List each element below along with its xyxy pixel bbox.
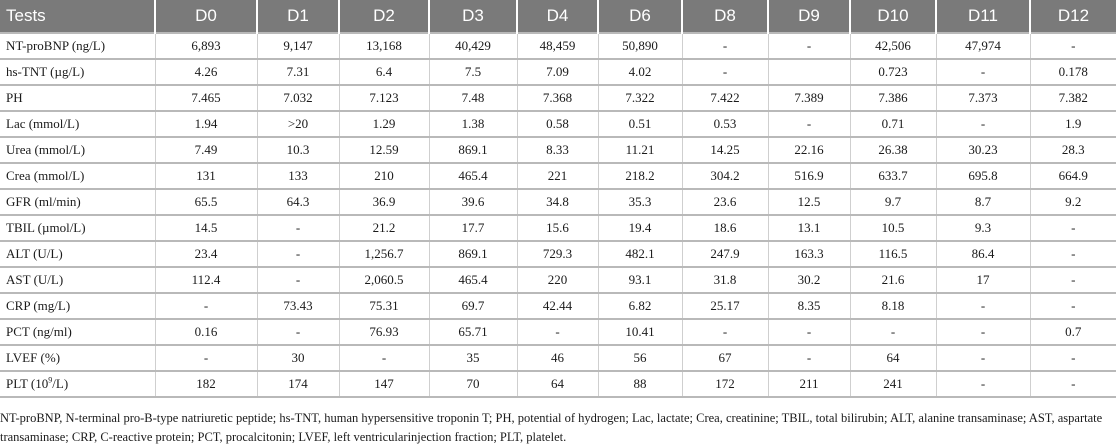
table-cell: 19.4 <box>598 215 682 241</box>
table-cell: 14.5 <box>155 215 257 241</box>
header-d3: D3 <box>429 0 517 33</box>
table-cell: 21.2 <box>339 215 429 241</box>
table-cell: 46 <box>517 345 598 371</box>
table-cell: 30.23 <box>936 137 1030 163</box>
table-cell: 64 <box>850 345 936 371</box>
table-cell: - <box>768 111 850 137</box>
header-d8: D8 <box>682 0 768 33</box>
header-d4: D4 <box>517 0 598 33</box>
table-row <box>0 267 1116 293</box>
table-cell: 218.2 <box>598 163 682 189</box>
table-cell: 247.9 <box>682 241 768 267</box>
table-cell: 64.3 <box>257 189 339 215</box>
table-cell: 116.5 <box>850 241 936 267</box>
table-cell: 172 <box>682 371 768 397</box>
table-cell: 65.5 <box>155 189 257 215</box>
table-cell: 64 <box>517 371 598 397</box>
table-cell: 7.09 <box>517 59 598 85</box>
table-cell: 13.1 <box>768 215 850 241</box>
table-cell: 211 <box>768 371 850 397</box>
table-cell: 1.9 <box>1030 111 1116 137</box>
header-d12: D12 <box>1030 0 1116 33</box>
table-cell: 0.7 <box>1030 319 1116 345</box>
table-row <box>0 371 1116 397</box>
header-row <box>0 0 1116 33</box>
table-cell: 12.5 <box>768 189 850 215</box>
table-cell: - <box>936 371 1030 397</box>
table-cell: 7.373 <box>936 85 1030 111</box>
table-cell: 25.17 <box>682 293 768 319</box>
table-cell: - <box>850 319 936 345</box>
row-label: GFR (ml/min) <box>0 189 155 215</box>
table-cell: 0.71 <box>850 111 936 137</box>
table-cell: 664.9 <box>1030 163 1116 189</box>
row-label-suffix: /L) <box>52 376 69 391</box>
table-cell: - <box>682 59 768 85</box>
table-cell: - <box>768 319 850 345</box>
table-cell: 70 <box>429 371 517 397</box>
table-row <box>0 59 1116 85</box>
table-cell: - <box>1030 33 1116 59</box>
table-row <box>0 33 1116 59</box>
table-cell: 112.4 <box>155 267 257 293</box>
table-cell: 11.21 <box>598 137 682 163</box>
table-cell: 0.53 <box>682 111 768 137</box>
table-cell: 2,060.5 <box>339 267 429 293</box>
row-label: PCT (ng/ml) <box>0 319 155 345</box>
row-label <box>0 371 155 397</box>
table-cell: - <box>936 345 1030 371</box>
table-cell: 31.8 <box>682 267 768 293</box>
row-label: LVEF (%) <box>0 345 155 371</box>
row-label: hs-TNT (µg/L) <box>0 59 155 85</box>
table-cell: 147 <box>339 371 429 397</box>
table-cell: 42,506 <box>850 33 936 59</box>
table-row <box>0 319 1116 345</box>
table-cell: 15.6 <box>517 215 598 241</box>
table-footnote: NT-proBNP, N-terminal pro-B-type natriuretic peptide; hs-TNT, human hypersensitive troponin T; PH, potential of hydrogen; Lac, lactate; Crea, creatinine; TBIL, total bilirubin; ALT, alanine transaminase; AST, aspartate transaminase; CRP, C-reactive protein; PCT, procalcitonin; LVEF, left ventricularinjection fraction; PLT, platelet. <box>0 411 1103 444</box>
table-cell: 7.382 <box>1030 85 1116 111</box>
table-cell: 7.322 <box>598 85 682 111</box>
table-cell: 220 <box>517 267 598 293</box>
header-d6: D6 <box>598 0 682 33</box>
table-cell: 182 <box>155 371 257 397</box>
row-label: ALT (U/L) <box>0 241 155 267</box>
table-cell: 9,147 <box>257 33 339 59</box>
table-cell: 869.1 <box>429 241 517 267</box>
table-cell: 7.49 <box>155 137 257 163</box>
table-cell: 28.3 <box>1030 137 1116 163</box>
table-cell: 67 <box>682 345 768 371</box>
table-cell: - <box>257 267 339 293</box>
table-cell: 0.723 <box>850 59 936 85</box>
table-cell: 4.02 <box>598 59 682 85</box>
table-cell: 7.386 <box>850 85 936 111</box>
table-cell: - <box>682 319 768 345</box>
table-cell: 39.6 <box>429 189 517 215</box>
table-cell: - <box>1030 241 1116 267</box>
table-cell: 21.6 <box>850 267 936 293</box>
table-cell: 6.4 <box>339 59 429 85</box>
table-cell: 304.2 <box>682 163 768 189</box>
row-label: AST (U/L) <box>0 267 155 293</box>
table-cell: - <box>936 59 1030 85</box>
table-cell: 9.3 <box>936 215 1030 241</box>
table-row <box>0 293 1116 319</box>
table-cell: 56 <box>598 345 682 371</box>
table-cell: 10.41 <box>598 319 682 345</box>
row-label: Lac (mmol/L) <box>0 111 155 137</box>
table-cell: 1.38 <box>429 111 517 137</box>
table-cell: 23.4 <box>155 241 257 267</box>
row-label: Crea (mmol/L) <box>0 163 155 189</box>
table-cell: 88 <box>598 371 682 397</box>
table-cell: 0.58 <box>517 111 598 137</box>
header-d9: D9 <box>768 0 850 33</box>
table-cell: 8.7 <box>936 189 1030 215</box>
table-cell: 17 <box>936 267 1030 293</box>
table-cell: - <box>936 319 1030 345</box>
row-label: NT-proBNP (ng/L) <box>0 33 155 59</box>
row-label-prefix: PLT (10 <box>6 376 49 391</box>
table-cell: - <box>155 345 257 371</box>
table-row <box>0 345 1116 371</box>
table-row <box>0 137 1116 163</box>
table-cell: 241 <box>850 371 936 397</box>
table-cell: 7.5 <box>429 59 517 85</box>
table-cell: - <box>155 293 257 319</box>
table-cell: 516.9 <box>768 163 850 189</box>
table-cell: 76.93 <box>339 319 429 345</box>
table-cell: 7.389 <box>768 85 850 111</box>
table-row <box>0 215 1116 241</box>
row-label-superscript: 9 <box>48 375 53 385</box>
table-cell: 0.51 <box>598 111 682 137</box>
table-cell: 6,893 <box>155 33 257 59</box>
table-cell: 8.18 <box>850 293 936 319</box>
table-cell: 35.3 <box>598 189 682 215</box>
table-cell: 131 <box>155 163 257 189</box>
table-cell: 50,890 <box>598 33 682 59</box>
table-body <box>0 33 1116 397</box>
table-cell: 7.48 <box>429 85 517 111</box>
table-row <box>0 241 1116 267</box>
table-cell: 7.31 <box>257 59 339 85</box>
table-cell: 86.4 <box>936 241 1030 267</box>
table-cell: - <box>936 111 1030 137</box>
table-cell: - <box>1030 345 1116 371</box>
table-cell: - <box>1030 293 1116 319</box>
table-cell: 26.38 <box>850 137 936 163</box>
header-d0: D0 <box>155 0 257 33</box>
table-cell: 7.422 <box>682 85 768 111</box>
table-cell: 30 <box>257 345 339 371</box>
table-cell: 30.2 <box>768 267 850 293</box>
table-cell: 73.43 <box>257 293 339 319</box>
table-cell: - <box>339 345 429 371</box>
table-cell: 65.71 <box>429 319 517 345</box>
table-cell: 47,974 <box>936 33 1030 59</box>
table-cell: 8.35 <box>768 293 850 319</box>
table-cell: 13,168 <box>339 33 429 59</box>
header-tests: Tests <box>0 0 155 33</box>
table-cell: 482.1 <box>598 241 682 267</box>
table-cell: 0.178 <box>1030 59 1116 85</box>
table-cell: 42.44 <box>517 293 598 319</box>
table-cell: 69.7 <box>429 293 517 319</box>
table-cell: - <box>768 345 850 371</box>
header-d10: D10 <box>850 0 936 33</box>
table-cell: - <box>936 293 1030 319</box>
table-cell: 465.4 <box>429 163 517 189</box>
table-cell: 17.7 <box>429 215 517 241</box>
table-cell <box>768 59 850 85</box>
table-cell: 0.16 <box>155 319 257 345</box>
table-cell: 633.7 <box>850 163 936 189</box>
table-cell: - <box>517 319 598 345</box>
table-cell: - <box>257 215 339 241</box>
table-cell: 869.1 <box>429 137 517 163</box>
table-cell: 8.33 <box>517 137 598 163</box>
table-cell: - <box>682 33 768 59</box>
table-cell: 9.7 <box>850 189 936 215</box>
table-cell: 7.123 <box>339 85 429 111</box>
table-cell: 221 <box>517 163 598 189</box>
table-cell: 729.3 <box>517 241 598 267</box>
table-cell: 10.5 <box>850 215 936 241</box>
table-cell: 9.2 <box>1030 189 1116 215</box>
table-row <box>0 111 1116 137</box>
table-cell: 34.8 <box>517 189 598 215</box>
row-label: CRP (mg/L) <box>0 293 155 319</box>
row-label: Urea (mmol/L) <box>0 137 155 163</box>
table-cell: 1.94 <box>155 111 257 137</box>
table-cell: 163.3 <box>768 241 850 267</box>
table-cell: 7.465 <box>155 85 257 111</box>
table-cell: 7.032 <box>257 85 339 111</box>
table-cell: 35 <box>429 345 517 371</box>
table-cell: 23.6 <box>682 189 768 215</box>
table-cell: - <box>1030 371 1116 397</box>
table-cell: 48,459 <box>517 33 598 59</box>
table-cell: 465.4 <box>429 267 517 293</box>
table-cell: 4.26 <box>155 59 257 85</box>
table-cell: - <box>1030 267 1116 293</box>
table-cell: 1.29 <box>339 111 429 137</box>
table-cell: 75.31 <box>339 293 429 319</box>
header-d2: D2 <box>339 0 429 33</box>
row-label: PH <box>0 85 155 111</box>
table-cell: 7.368 <box>517 85 598 111</box>
table-cell: 12.59 <box>339 137 429 163</box>
table-row <box>0 163 1116 189</box>
table-cell: 40,429 <box>429 33 517 59</box>
table-cell: 6.82 <box>598 293 682 319</box>
table-cell: 36.9 <box>339 189 429 215</box>
table-cell: 22.16 <box>768 137 850 163</box>
table-row <box>0 85 1116 111</box>
table-cell: 695.8 <box>936 163 1030 189</box>
table-cell: >20 <box>257 111 339 137</box>
table-cell: 174 <box>257 371 339 397</box>
table-cell: - <box>257 319 339 345</box>
table-cell: 14.25 <box>682 137 768 163</box>
table-cell: 1,256.7 <box>339 241 429 267</box>
table-cell: 93.1 <box>598 267 682 293</box>
table-cell: 10.3 <box>257 137 339 163</box>
row-label: TBIL (µmol/L) <box>0 215 155 241</box>
table-cell: 18.6 <box>682 215 768 241</box>
table-cell: - <box>768 33 850 59</box>
header-d11: D11 <box>936 0 1030 33</box>
table-row <box>0 189 1116 215</box>
table-cell: - <box>1030 215 1116 241</box>
table-cell: 210 <box>339 163 429 189</box>
header-d1: D1 <box>257 0 339 33</box>
table-cell: - <box>257 241 339 267</box>
table-cell: 133 <box>257 163 339 189</box>
